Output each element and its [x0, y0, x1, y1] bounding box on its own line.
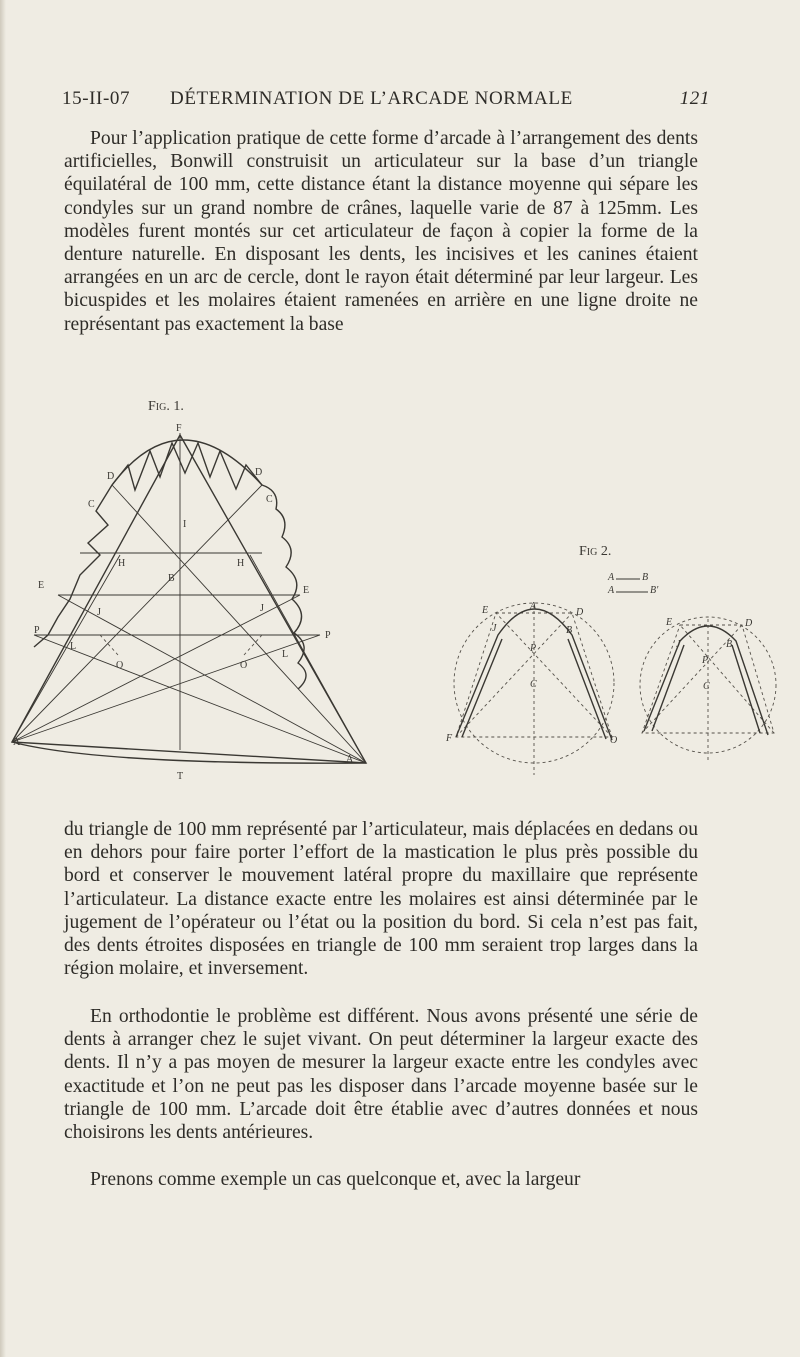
fig2-right-label-e: E [666, 617, 673, 628]
fig1-label-j-left: J [97, 607, 101, 618]
paragraph-3: En orthodontie le problème est différent. Nous avons présenté une série de dents à arranger chez le sujet vivant. On peut déterminer la largeur exacte des dents. Il n’y a pas moyen de mesurer la largeur exacte entre les condyles avec exactitude et l’on ne peut pas les disposer dans l’arcade moyenne basée sur le triangle de 100 mm. L’arcade doit être établie avec d’autres données et nous choisirons les dents antérieures. [64, 1006, 698, 1144]
fig1-label-d-right: D [255, 467, 263, 478]
fig1-label-e-left: E [38, 580, 45, 591]
fig1-label-d-left: D [107, 471, 115, 482]
fig1-label-o-left: O [116, 660, 124, 671]
figure-1 [0, 385, 380, 785]
fig1-label-c-right: C [266, 494, 273, 505]
paragraph-1: Pour l’application pratique de cette forme d’arcade à l’arrangement des dents artificielles, Bonwill construisit un articulateur sur la base d’un triangle équilatéral de 100 mm, cette distance étant la distance moyenne qui sépare les condyles sur un grand nombre de crânes, laquelle varie de 87 à 125mm. Les modèles furent montés sur cet articulateur de façon à copier la forme de la denture naturelle. En disposant les dents, les incisives et les canines étaient arrangées en un arc de cercle, dont le rayon était déterminé par leur largeur. Les bicuspides et les molaires étaient ramenées en arrière en une ligne droite ne représentant pas exactement la base [64, 128, 698, 335]
fig2-left-side-inner-r [568, 639, 606, 739]
figure-2-caption: Fig 2. [579, 544, 612, 559]
header-title: DÉTERMINATION DE L’ARCADE NORMALE [170, 88, 573, 109]
fig1-ray-2 [12, 635, 320, 742]
figure-2 [436, 535, 800, 785]
fig1-label-a-left: A [13, 737, 21, 748]
fig1-label-l-left: L [70, 641, 77, 652]
paragraph-4: Prenons comme exemple un cas quelconque et, avec la largeur [90, 1169, 581, 1190]
fig2-left-label-b: B [566, 625, 573, 636]
fig1-left-teeth [34, 485, 112, 647]
fig1-label-a-right: A [346, 754, 354, 765]
fig2-left-label-j: J [492, 623, 497, 634]
fig1-label-p-right: P [325, 630, 331, 641]
fig2-right-diagram [640, 617, 776, 760]
fig2-legend-b2: B' [650, 585, 659, 596]
fig1-ray-4 [34, 635, 366, 763]
fig2-right-label-d: D [745, 618, 753, 629]
fig1-anterior-teeth [112, 443, 262, 490]
fig2-legend-a2: A [608, 585, 615, 596]
fig2-left-label-c: C [530, 679, 537, 690]
fig2-right-side-inner-r [732, 645, 760, 733]
fig2-left-side-inner [462, 639, 502, 737]
fig1-label-p-left: P [34, 625, 40, 636]
fig1-label-i: I [183, 519, 187, 530]
fig1-label-b: B [168, 573, 175, 584]
fig2-left-label-e: E [482, 605, 489, 616]
fig2-legend-a1: A [608, 572, 615, 583]
running-header [62, 88, 710, 114]
fig2-left-diagram [445, 601, 617, 775]
fig1-label-j-right: J [260, 603, 264, 614]
fig2-left-label-a: A [530, 601, 537, 612]
paragraph-2: du triangle de 100 mm représenté par l’articulateur, mais déplacées en dedans ou en dehors pour faire porter l’effort de la mastication le plus près possible du bord et conserver le mouvement latéral propre du maxillaire que représente l’articulateur. La distance exacte entre les molaires est ainsi déterminée par le jugement de l’opérateur ou l’état ou la position du bord. Si cela n’est pas fait, des dents étroites disposées en triangle de 100 mm seraient trop larges dans la région molaire, et inversement. [64, 819, 698, 980]
page-number: 121 [679, 88, 710, 109]
fig1-label-h-left: H [118, 558, 126, 569]
fig1-diagonal-right [112, 485, 366, 763]
fig1-dotted-right [244, 635, 262, 655]
fig2-right-label-j: J [676, 639, 681, 650]
fig1-ray-1 [12, 595, 300, 742]
fig1-label-e-right: E [303, 585, 310, 596]
figure-1-caption: Fig. 1. [148, 399, 184, 414]
fig2-legend-b1: B [642, 572, 649, 583]
fig2-right-label-c: C [703, 681, 710, 692]
fig1-label-h-right: H [237, 558, 245, 569]
fig1-ray-3 [58, 595, 366, 763]
fig1-dotted-left [100, 635, 118, 655]
fig2-left-label-p: P [530, 643, 537, 654]
fig2-left-label-f: F [446, 733, 453, 744]
header-date: 15-II-07 [62, 88, 131, 109]
fig2-left-label-o: O [610, 735, 618, 746]
fig1-label-l-right: L [282, 649, 289, 660]
fig1-diagonal-left [12, 485, 262, 742]
fig1-label-o-right: O [240, 660, 248, 671]
fig2-left-label-d: D [576, 607, 584, 618]
fig2-right-label-p: P [702, 655, 709, 666]
fig1-label-f: F [176, 423, 182, 434]
fig1-label-c-left: C [88, 499, 95, 510]
fig1-label-t: T [177, 771, 184, 782]
fig2-right-label-b: B [726, 639, 733, 650]
